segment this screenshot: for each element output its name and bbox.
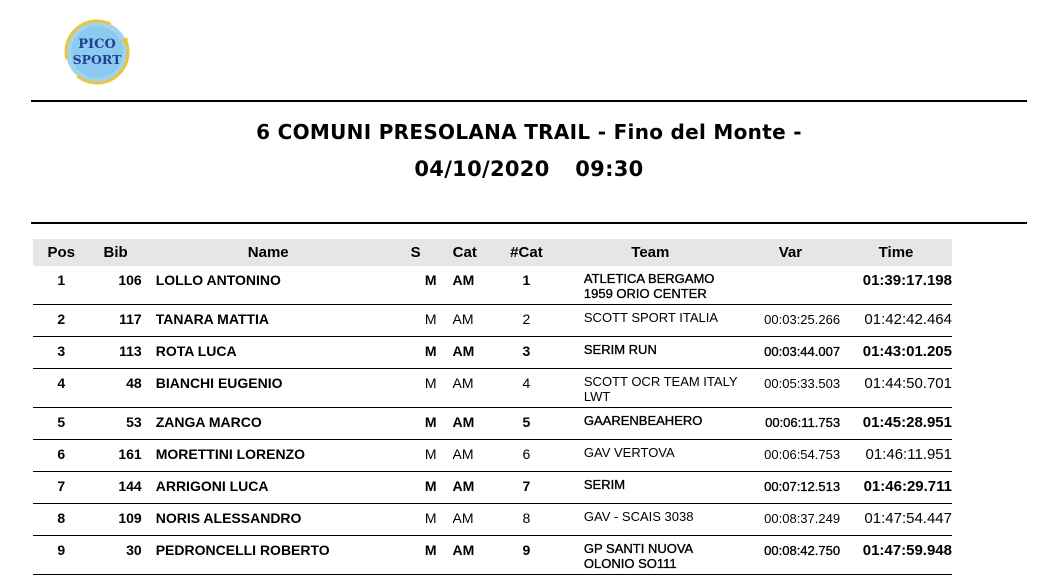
row-sex-cell: [395, 504, 437, 536]
event-datetime: [0, 157, 1058, 181]
row-pos: 2: [57, 311, 66, 327]
row-time-cell: [840, 472, 952, 504]
row-bib: 144: [118, 478, 142, 494]
row-pos: 6: [57, 446, 66, 462]
row-cat-cell: [437, 266, 493, 305]
table-header-row: [33, 239, 952, 266]
row-time: 01:42:42.464: [864, 311, 952, 328]
table-row: [33, 504, 952, 536]
col-sex: S: [395, 239, 437, 266]
row-team-cell: [560, 472, 741, 504]
row-bib: 48: [126, 375, 142, 391]
row-time: 01:47:54.447: [864, 510, 952, 527]
results-table: [33, 239, 952, 575]
row-var-cell: [741, 440, 840, 472]
row-cat-rank: 3: [522, 343, 531, 359]
row-team-cell: [560, 266, 741, 305]
row-name: LOLLO ANTONINO: [155, 272, 281, 288]
row-bib-cell: [89, 266, 141, 305]
row-team: GAARENBEAHERO: [583, 413, 703, 428]
row-pos: 1: [57, 272, 66, 288]
row-bib-cell: [89, 305, 141, 337]
row-cat-rank: 6: [522, 446, 531, 462]
row-var-cell: [741, 266, 840, 305]
row-team: SCOTT SPORT ITALIA: [583, 310, 719, 325]
row-cat-rank: 8: [522, 510, 531, 526]
table-row: [33, 472, 952, 504]
row-cat-cell: [437, 337, 493, 369]
table-row: [33, 408, 952, 440]
row-cat-rank: 5: [522, 414, 531, 430]
row-cat: AM: [452, 510, 474, 526]
row-time: 01:44:50.701: [864, 375, 952, 392]
row-sex: M: [424, 375, 437, 391]
row-team-cell: [560, 369, 741, 408]
col-team: Team: [560, 239, 741, 266]
row-pos-cell: [33, 536, 89, 575]
row-cat-rank-cell: [493, 472, 560, 504]
row-team: GP SANTI NUOVA OLONIO SO111: [583, 541, 693, 571]
row-pos-cell: [33, 408, 89, 440]
table-row: [33, 369, 952, 408]
row-cat-rank: 7: [522, 478, 531, 494]
row-cat-cell: [437, 504, 493, 536]
row-time-cell: [840, 408, 952, 440]
row-bib: 161: [118, 446, 142, 462]
row-bib-cell: [89, 472, 141, 504]
row-team-cell: [560, 305, 741, 337]
row-bib-cell: [89, 408, 141, 440]
row-cat: AM: [452, 414, 475, 430]
row-name-cell: [142, 536, 395, 575]
row-cat-rank-cell: [493, 337, 560, 369]
row-var-cell: [741, 408, 840, 440]
row-cat-rank-cell: [493, 266, 560, 305]
row-team: GAV - SCAIS 3038: [583, 509, 694, 524]
row-bib-cell: [89, 369, 141, 408]
row-name-cell: [142, 266, 395, 305]
row-cat-cell: [437, 369, 493, 408]
row-cat-rank-cell: [493, 305, 560, 337]
row-name-cell: [142, 369, 395, 408]
row-var-cell: [741, 536, 840, 575]
row-team-cell: [560, 504, 741, 536]
table-row: [33, 536, 952, 575]
row-team: SERIM RUN: [583, 342, 657, 357]
row-cat: AM: [452, 542, 475, 558]
col-name: Name: [142, 239, 395, 266]
row-bib: 106: [118, 272, 142, 288]
row-cat-cell: [437, 305, 493, 337]
row-sex: M: [424, 478, 437, 494]
row-time-cell: [840, 536, 952, 575]
row-var: 00:06:54.753: [764, 447, 841, 462]
table-row: [33, 305, 952, 337]
row-cat-rank: 1: [522, 272, 531, 288]
row-sex: M: [424, 414, 437, 430]
row-var: 00:03:44.007: [764, 344, 841, 359]
row-pos: 4: [57, 375, 66, 391]
row-cat: AM: [452, 375, 474, 391]
row-cat-cell: [437, 536, 493, 575]
row-sex-cell: [395, 536, 437, 575]
table-row: [33, 337, 952, 369]
row-cat-rank: 9: [522, 542, 531, 558]
row-bib: 30: [126, 542, 142, 558]
row-team: SCOTT OCR TEAM ITALY LWT: [583, 374, 738, 404]
row-sex: M: [424, 343, 437, 359]
row-var: 00:08:42.750: [764, 543, 841, 558]
row-time: 01:46:29.711: [863, 478, 952, 495]
row-name: BIANCHI EUGENIO: [155, 375, 283, 391]
row-team: SERIM: [583, 477, 626, 492]
event-title: 6 COMUNI PRESOLANA TRAIL - Fino del Monte -: [256, 120, 802, 144]
row-bib: 109: [118, 510, 142, 526]
row-sex-cell: [395, 337, 437, 369]
logo-line2: SPORT: [72, 52, 122, 67]
row-name-cell: [142, 472, 395, 504]
row-bib-cell: [89, 536, 141, 575]
row-bib: 117: [119, 311, 142, 327]
row-pos: 9: [57, 542, 66, 558]
row-time-cell: [840, 266, 952, 305]
row-var: 00:08:37.249: [764, 511, 841, 526]
row-team: ATLETICA BERGAMO 1959 ORIO CENTER: [583, 271, 715, 301]
col-cat: Cat: [437, 239, 493, 266]
row-cat: AM: [452, 272, 475, 288]
row-bib-cell: [89, 440, 141, 472]
row-var: 00:03:25.266: [764, 312, 841, 327]
top-divider: [31, 100, 1027, 102]
row-sex: M: [424, 446, 437, 462]
row-name: ROTA LUCA: [155, 343, 237, 359]
row-name-cell: [142, 337, 395, 369]
row-cat: AM: [452, 311, 474, 327]
row-var-cell: [741, 305, 840, 337]
row-sex: M: [424, 272, 437, 288]
row-name: MORETTINI LORENZO: [155, 446, 306, 462]
row-team-cell: [560, 440, 741, 472]
row-name: PEDRONCELLI ROBERTO: [155, 542, 330, 558]
row-cat-cell: [437, 472, 493, 504]
row-time: 01:39:17.198: [862, 272, 952, 289]
event-date: 04/10/2020: [414, 157, 550, 181]
col-pos: Pos: [33, 239, 89, 266]
row-time-cell: [840, 305, 952, 337]
row-var: 00:07:12.513: [764, 479, 841, 494]
row-var: [741, 266, 840, 273]
event-time: 09:30: [575, 157, 644, 181]
row-name: NORIS ALESSANDRO: [155, 510, 302, 526]
row-cat-rank: 2: [522, 311, 531, 327]
row-pos-cell: [33, 472, 89, 504]
row-sex: M: [424, 510, 437, 526]
row-cat-rank-cell: [493, 536, 560, 575]
row-pos: 3: [57, 343, 66, 359]
row-name-cell: [142, 504, 395, 536]
row-time-cell: [840, 504, 952, 536]
row-time-cell: [840, 440, 952, 472]
row-sex-cell: [395, 408, 437, 440]
table-row: [33, 266, 952, 305]
col-cat-rank: #Cat: [493, 239, 560, 266]
row-pos-cell: [33, 504, 89, 536]
row-name-cell: [142, 305, 395, 337]
row-pos: 5: [57, 414, 66, 430]
row-pos-cell: [33, 440, 89, 472]
table-row: [33, 440, 952, 472]
row-team-cell: [560, 536, 741, 575]
row-pos-cell: [33, 369, 89, 408]
row-sex: M: [424, 542, 437, 558]
row-sex: M: [424, 311, 437, 327]
row-time: 01:45:28.951: [862, 414, 952, 431]
row-cat-rank-cell: [493, 504, 560, 536]
row-time: 01:43:01.205: [862, 343, 952, 360]
row-name: ARRIGONI LUCA: [155, 478, 269, 494]
row-cat: AM: [452, 446, 474, 462]
row-var: 00:06:11.753: [765, 415, 841, 430]
row-cat-cell: [437, 408, 493, 440]
row-var-cell: [741, 337, 840, 369]
row-sex-cell: [395, 266, 437, 305]
row-cat-rank-cell: [493, 369, 560, 408]
row-cat-rank: 4: [522, 375, 531, 391]
col-var: Var: [741, 239, 840, 266]
row-pos: 8: [57, 510, 66, 526]
col-bib: Bib: [89, 239, 141, 266]
pico-sport-logo: [63, 18, 131, 86]
header-divider: [31, 222, 1027, 224]
col-time: Time: [840, 239, 952, 266]
row-cat-rank-cell: [493, 408, 560, 440]
row-time-cell: [840, 369, 952, 408]
row-cat-cell: [437, 440, 493, 472]
row-pos: 7: [57, 478, 66, 494]
row-var-cell: [741, 369, 840, 408]
row-cat-rank-cell: [493, 440, 560, 472]
row-sex-cell: [395, 305, 437, 337]
row-time: 01:46:11.951: [865, 446, 952, 463]
row-team-cell: [560, 337, 741, 369]
row-bib-cell: [89, 337, 141, 369]
row-bib-cell: [89, 504, 141, 536]
row-bib: 113: [119, 343, 142, 359]
row-cat: AM: [452, 343, 475, 359]
row-name: ZANGA MARCO: [155, 414, 262, 430]
row-time: 01:47:59.948: [862, 542, 952, 559]
row-sex-cell: [395, 472, 437, 504]
row-var-cell: [741, 472, 840, 504]
row-time-cell: [840, 337, 952, 369]
row-var-cell: [741, 504, 840, 536]
row-sex-cell: [395, 369, 437, 408]
row-var: 00:05:33.503: [764, 376, 841, 391]
row-pos-cell: [33, 266, 89, 305]
row-name-cell: [142, 440, 395, 472]
row-cat: AM: [452, 478, 475, 494]
row-bib: 53: [126, 414, 142, 430]
row-sex-cell: [395, 440, 437, 472]
row-pos-cell: [33, 305, 89, 337]
logo-line1: PICO: [78, 37, 116, 52]
row-pos-cell: [33, 337, 89, 369]
row-team-cell: [560, 408, 741, 440]
row-name-cell: [142, 408, 395, 440]
row-team: GAV VERTOVA: [583, 445, 675, 460]
row-name: TANARA MATTIA: [155, 311, 269, 327]
